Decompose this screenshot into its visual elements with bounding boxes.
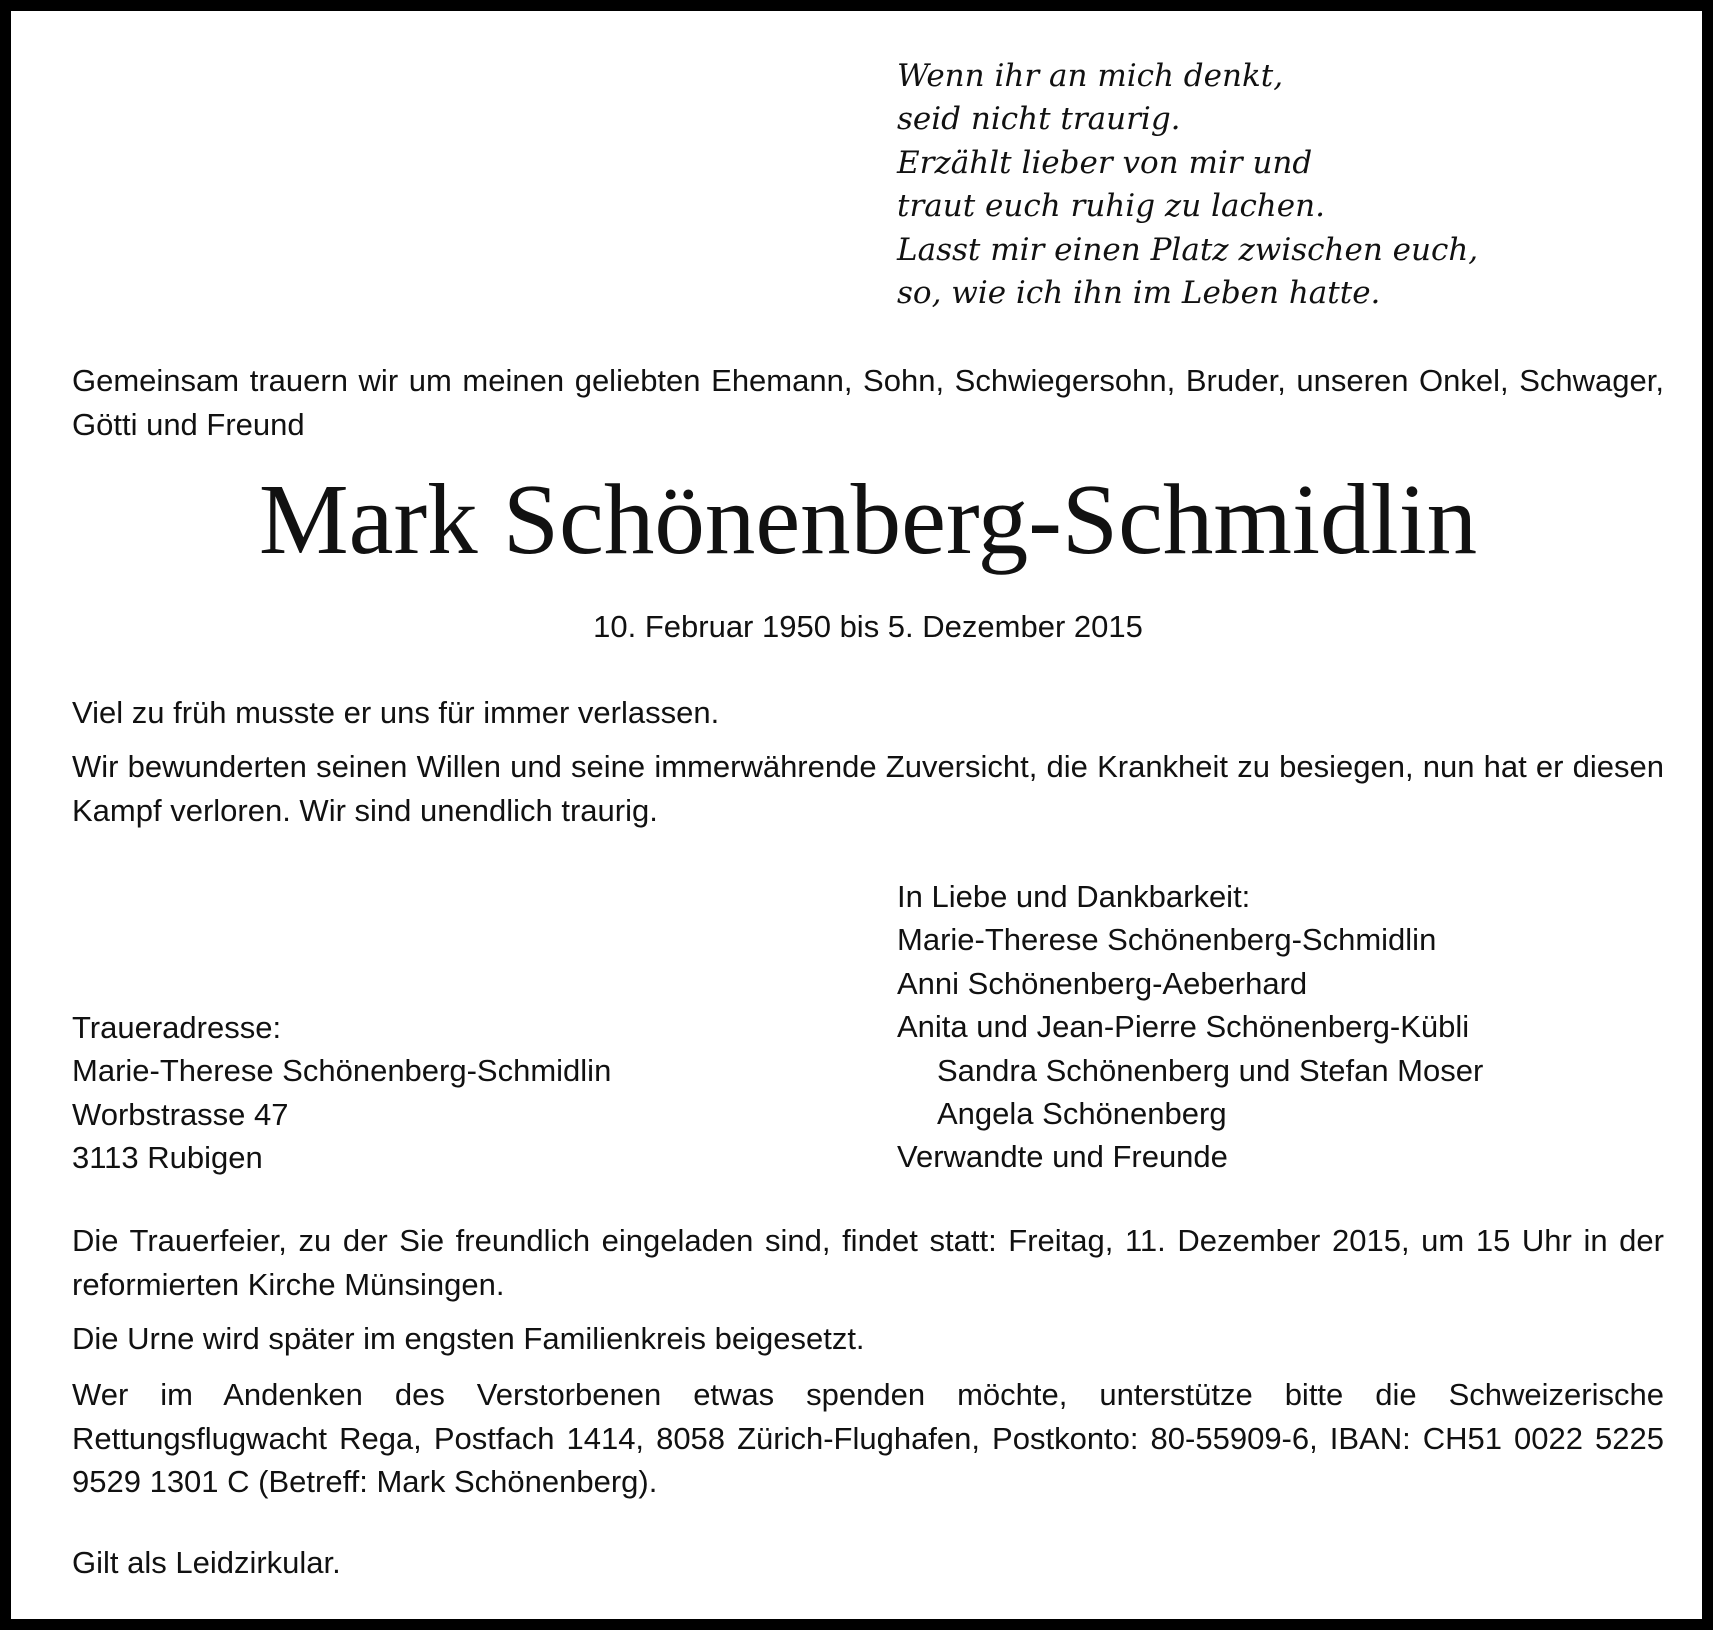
address-heading: Traueradresse:	[72, 1010, 282, 1045]
mourners-list	[897, 875, 1483, 1179]
poem-line: Wenn ihr an mich denkt,	[897, 58, 1284, 94]
mourner-name: Anita und Jean-Pierre Schönenberg-Kübli	[897, 1009, 1470, 1045]
mourner-name: Angela Schönenberg	[937, 1096, 1227, 1132]
poem	[897, 55, 1517, 315]
mourner-name: Sandra Schönenberg und Stefan Moser	[937, 1052, 1484, 1088]
poem-line: Erzählt lieber von mir und	[897, 144, 1313, 181]
paragraph-admiration: Wir bewunderten seinen Willen und seine immerwährende Zuversicht, die Krankheit zu besiegen, nun hat er diesen Kampf verloren. Wir sind unendlich traurig.	[72, 749, 1664, 828]
mourner-name: Marie-Therese Schönenberg-Schmidlin	[897, 922, 1437, 958]
circular-note: Gilt als Leidzirkular.	[72, 1545, 341, 1580]
service-info: Die Trauerfeier, zu der Sie freundlich eingeladen sind, findet statt: Freitag, 11. Dezember 2015, um 15 Uhr in der reformierten Kirche Münsingen.	[72, 1223, 1664, 1302]
life-dates: 10. Februar 1950 bis 5. Dezember 2015	[593, 609, 1143, 644]
mourners-heading: In Liebe und Dankbarkeit:	[897, 879, 1251, 914]
donation-info: Wer im Andenken des Verstorbenen etwas spenden möchte, unterstütze bitte die Schweizerische Rettungsflugwacht Rega, Postfach 1414, 8058 Zürich-Flughafen, Postkonto: 80-55909-6, IBAN: CH51 0022 5225 9529 1301 C (Betreff: Mark Schönenberg).	[72, 1377, 1664, 1499]
poem-line: so, wie ich ihn im Leben hatte.	[897, 275, 1381, 312]
address-city: 3113 Rubigen	[72, 1140, 263, 1176]
deceased-name: Mark Schönenberg-Schmidlin	[258, 463, 1478, 575]
address-street: Worbstrasse 47	[72, 1096, 289, 1132]
mourning-address	[72, 1006, 611, 1180]
poem-line: traut euch ruhig zu lachen.	[897, 188, 1325, 225]
paragraph-too-early: Viel zu früh musste er uns für immer verlassen.	[72, 695, 720, 730]
poem-line: Lasst mir einen Platz zwischen euch,	[897, 231, 1479, 268]
intro-text: Gemeinsam trauern wir um meinen geliebten Ehemann, Sohn, Schwiegersohn, Bruder, unseren Onkel, Schwager, Götti und Freund	[72, 363, 1664, 442]
mourner-name: Verwandte und Freunde	[897, 1139, 1228, 1175]
mourner-name: Anni Schönenberg-Aeberhard	[897, 965, 1308, 1001]
urn-info: Die Urne wird später im engsten Familienkreis beigesetzt.	[72, 1321, 865, 1356]
poem-line: seid nicht traurig.	[897, 101, 1181, 138]
address-name: Marie-Therese Schönenberg-Schmidlin	[72, 1053, 612, 1089]
